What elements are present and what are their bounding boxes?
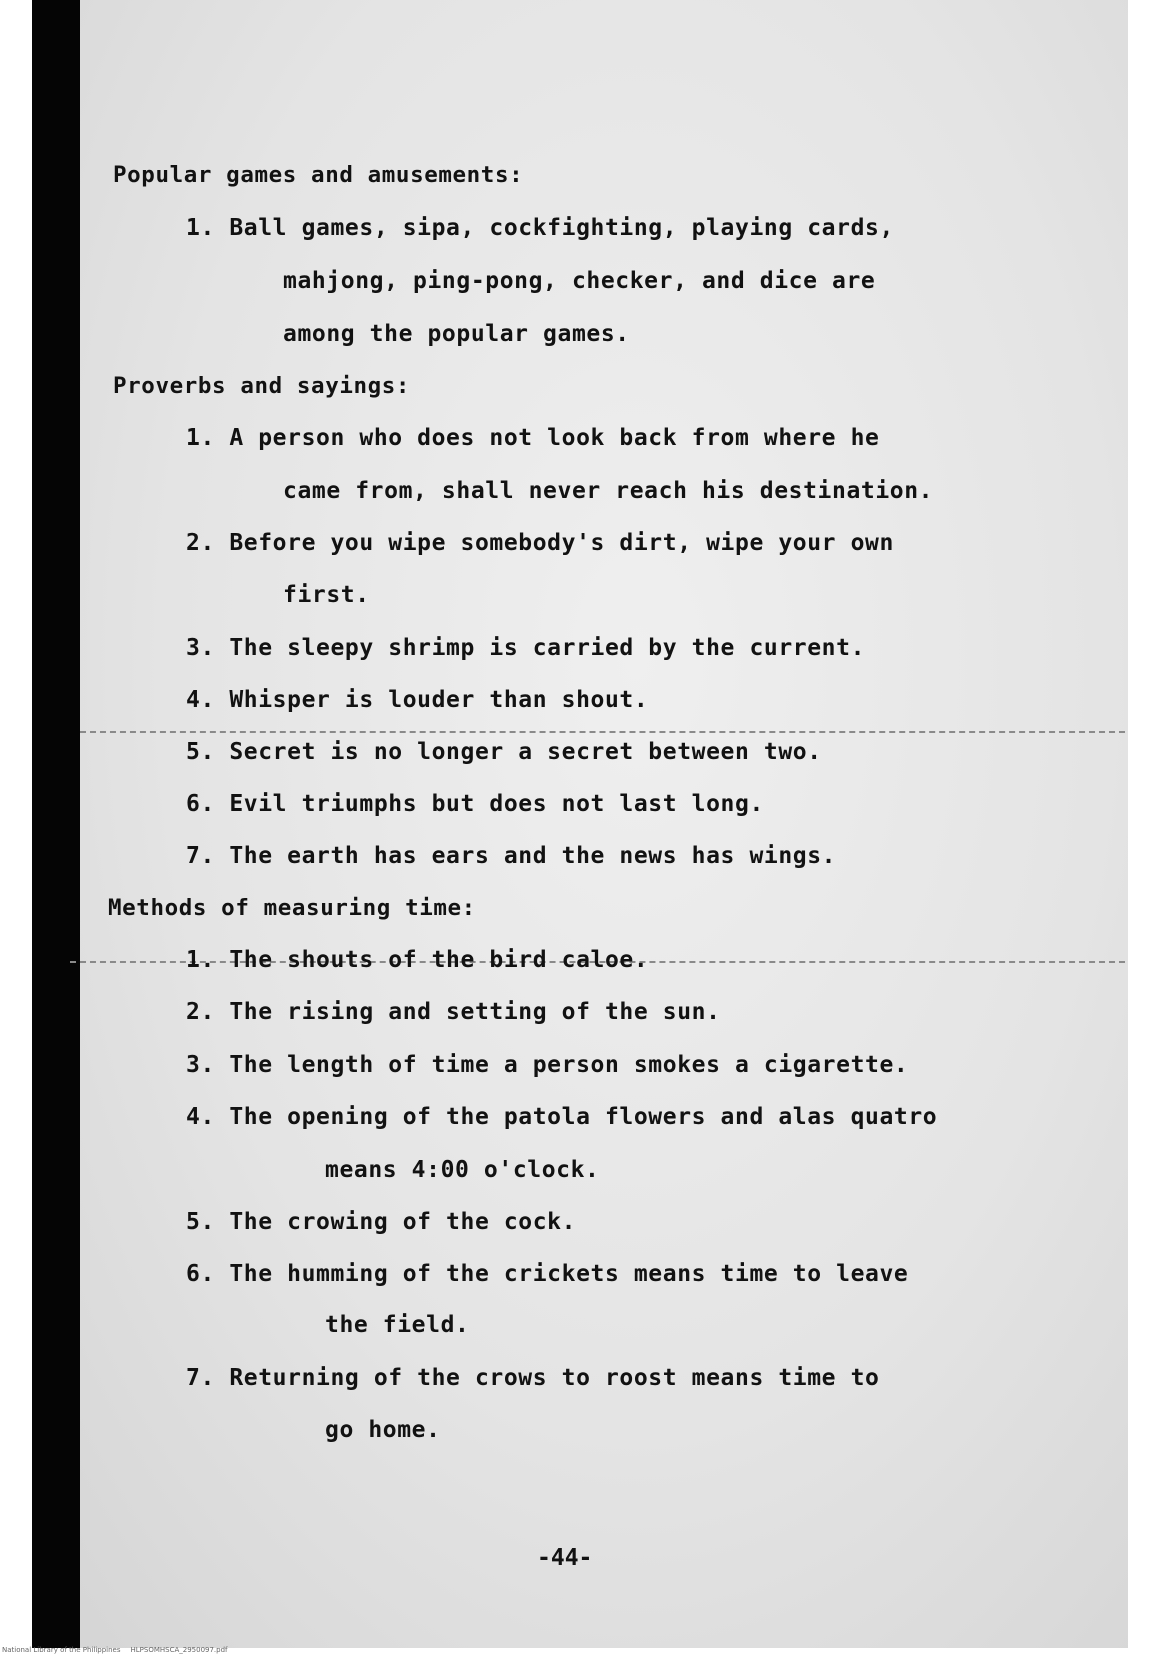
- text-line: 3. The sleepy shrimp is carried by the current.: [186, 635, 866, 661]
- text-line: 1. Ball games, sipa, cockfighting, playing cards,: [186, 215, 894, 241]
- scan-footer: [2, 1646, 228, 1654]
- text-line: among the popular games.: [283, 321, 630, 347]
- text-line: 7. The earth has ears and the news has wings.: [186, 843, 837, 869]
- footer-file: HLPSOMHSCA_2950097.pdf: [130, 1646, 228, 1654]
- text-line: means 4:00 o'clock.: [325, 1157, 600, 1183]
- paper-sheet: [32, 0, 1132, 1648]
- text-line: 1. The shouts of the bird caloe.: [186, 947, 649, 973]
- section-heading-time: Methods of measuring time:: [108, 895, 476, 921]
- text-line: 7. Returning of the crows to roost means time to: [186, 1365, 880, 1391]
- section-heading-proverbs: Proverbs and sayings:: [113, 373, 411, 399]
- text-line: 4. Whisper is louder than shout.: [186, 687, 649, 713]
- text-line: 5. Secret is no longer a secret between two.: [186, 739, 822, 765]
- scan-binding-edge: [32, 0, 80, 1648]
- section-heading-games: Popular games and amusements:: [113, 162, 524, 188]
- text-line: the field.: [325, 1312, 470, 1338]
- text-line: 2. The rising and setting of the sun.: [186, 999, 721, 1025]
- text-line: go home.: [325, 1417, 441, 1443]
- page-margin: [1128, 0, 1165, 1658]
- text-line: mahjong, ping-pong, checker, and dice are: [283, 268, 876, 294]
- fold-line-divider: [80, 731, 1125, 733]
- text-line: came from, shall never reach his destination.: [283, 478, 934, 504]
- text-line: 3. The length of time a person smokes a cigarette.: [186, 1052, 909, 1078]
- text-line: first.: [283, 582, 370, 608]
- text-line: 6. The humming of the crickets means time to leave: [186, 1261, 909, 1287]
- text-line: 5. The crowing of the cock.: [186, 1209, 577, 1235]
- text-line: 2. Before you wipe somebody's dirt, wipe your own: [186, 530, 894, 556]
- text-line: 6. Evil triumphs but does not last long.: [186, 791, 764, 817]
- page-number: -44-: [537, 1545, 593, 1571]
- text-line: 1. A person who does not look back from where he: [186, 425, 880, 451]
- text-line: 4. The opening of the patola flowers and alas quatro: [186, 1104, 938, 1130]
- footer-library: National Library of the Philippines: [2, 1646, 121, 1654]
